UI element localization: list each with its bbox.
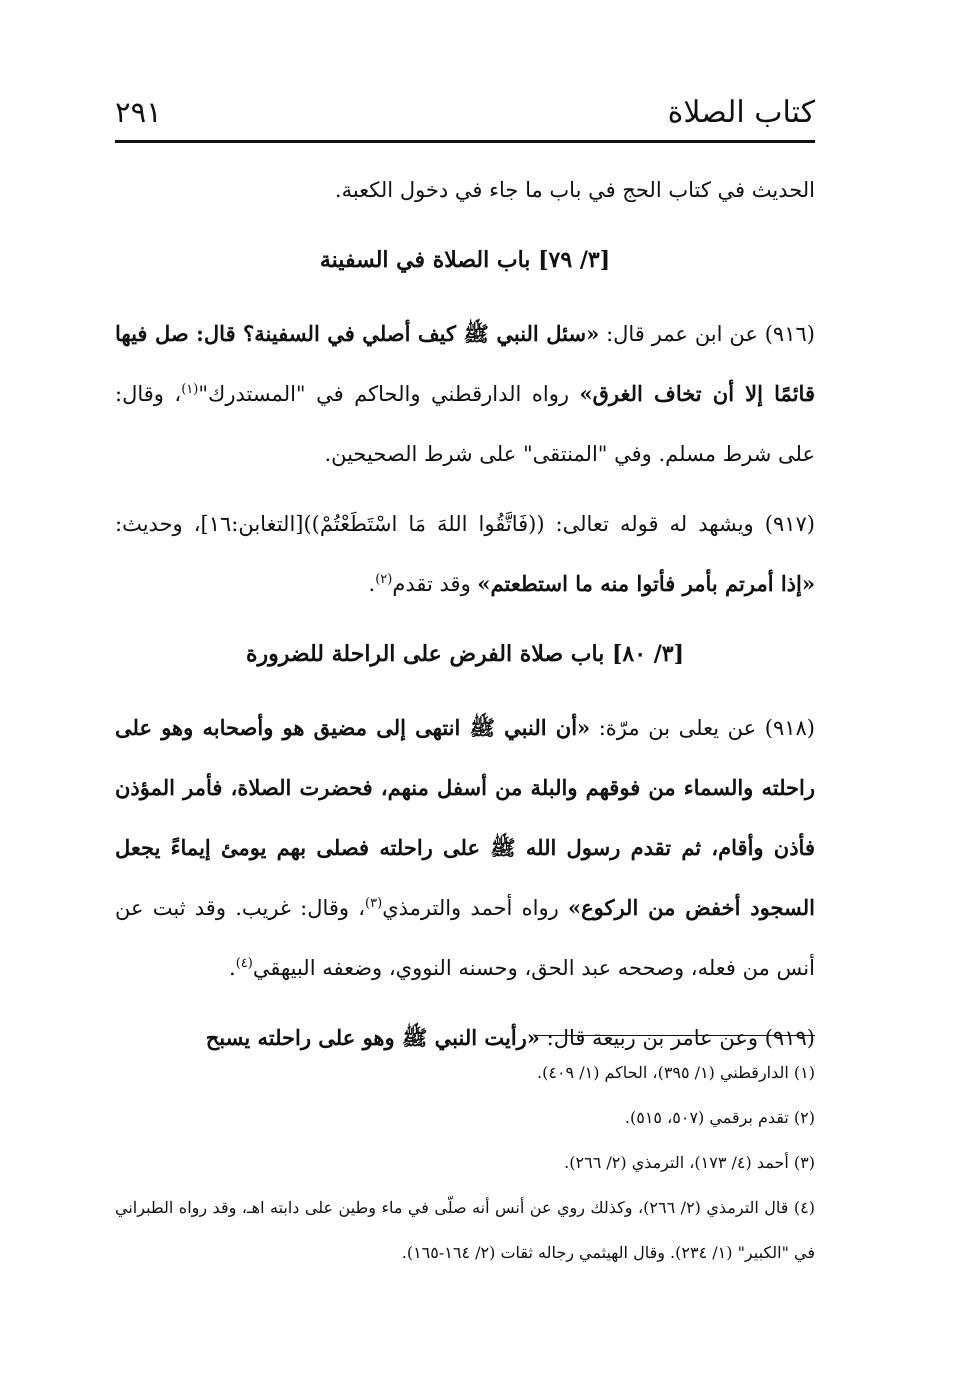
footnote-ref: (٣) <box>365 896 383 911</box>
chapter-heading-79: [٣/ ٧٩] باب الصلاة في السفينة <box>319 247 611 273</box>
footnote-separator <box>535 1035 815 1036</box>
hadith-end: . <box>229 956 236 980</box>
hadith-comment: ، وقال: غريب. وقد ثبت عن أنس من فعله، وصححه عبد الحق، وحسنه النووي، وضعفه البيهقي <box>115 896 815 980</box>
footnote-ref: (١) <box>181 382 199 397</box>
hadith-matn: «سئل النبي ﷺ كيف أصلي في السفينة؟ قال: صل فيها قائمًا إلا أن تخاف الغرق» <box>115 321 815 406</box>
hadith-intro: عن يعلى بن مرّة: <box>590 716 757 740</box>
footnote-1: (١) الدارقطني (١/ ٣٩٥)، الحاكم (١/ ٤٠٩). <box>537 1063 815 1082</box>
hadith-number: (٩١٩) <box>764 1026 815 1050</box>
hadith-source: وقد تقدم <box>392 572 478 596</box>
hadith-number: (٩١٦) <box>764 322 815 346</box>
hadith-matn: «رأيت النبي ﷺ وهو على راحلته يسبح <box>205 1025 540 1050</box>
hadith-intro: عن ابن عمر قال: <box>599 322 758 346</box>
hadith-source: رواه أحمد والترمذي <box>382 896 568 920</box>
hadith-end: . <box>368 572 376 596</box>
hadith-source: رواه الدارقطني والحاكم في "المستدرك" <box>198 382 580 406</box>
footnote-ref: (٢) <box>375 572 393 587</box>
footnote-4: (٤) قال الترمذي (٢/ ٢٦٦)، وكذلك روي عن أنس أنه صلّى في ماء وطين على دابته اهـ، وقد رواه الطبراني في "الكبير" (١/ ٢٣٤). وقال الهيثمي رجاله ثقات (٢/ ١٦٤-١٦٥). <box>115 1198 816 1262</box>
page-header <box>115 88 815 136</box>
main-text <box>115 160 815 1068</box>
footnote-2: (٢) تقدم برقمي (٥٠٧، ٥١٥). <box>624 1108 815 1127</box>
hadith-intro: ويشهد له قوله تعالى: ((فَاتَّقُوا اللهَ مَا اسْتَطَعْتُمْ))[التغابن:١٦]، وحديث: <box>115 512 754 536</box>
hadith-matn: «إذا أمرتم بأمر فأتوا منه ما استطعتم» <box>477 571 815 596</box>
hadith-916 <box>115 304 815 484</box>
hadith-matn: «أن النبي ﷺ انتهى إلى مضيق هو وأصحابه وهو على راحلته والسماء من فوقهم والبلة من أسفل منهم، فحضرت الصلاة، فأمر المؤذن فأذن وأقام، ثم تقدم رسول الله ﷺ على راحلته فصلى بهم يومئ إيماءً يجعل السجود أخفض من الركوع» <box>115 715 815 920</box>
page-number: ٢٩١ <box>115 95 162 129</box>
footnote-ref: (٤) <box>235 956 253 971</box>
hadith-917 <box>115 494 815 614</box>
hadith-number: (٩١٧) <box>764 512 815 536</box>
hadith-number: (٩١٨) <box>764 716 815 740</box>
hadith-intro: وعن عامر بن ربيعة قال: <box>539 1026 759 1050</box>
hadith-comment: ، وقال: على شرط مسلم. وفي "المنتقى" على شرط الصحيحين. <box>115 382 815 466</box>
footnotes <box>115 1050 815 1275</box>
chapter-heading-80: [٣/ ٨٠] باب صلاة الفرض على الراحلة للضرورة <box>246 641 684 667</box>
hadith-918 <box>115 698 815 998</box>
running-title: كتاب الصلاة <box>667 94 815 130</box>
header-rule <box>115 140 815 143</box>
footnote-3: (٣) أحمد (٤/ ١٧٣)، الترمذي (٢/ ٢٦٦). <box>564 1153 815 1172</box>
intro-paragraph: الحديث في كتاب الحج في باب ما جاء في دخول الكعبة. <box>334 178 815 202</box>
